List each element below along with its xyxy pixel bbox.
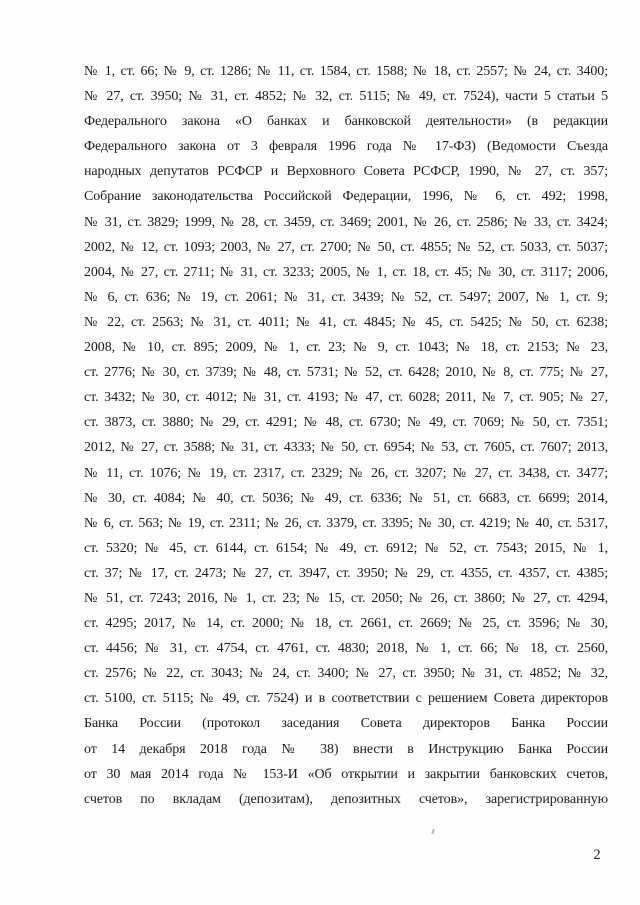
scan-artifact (431, 829, 435, 834)
text-line: 2008, № 10, ст. 895; 2009, № 1, ст. 23; № 9, ст. 1043; № 18, ст. 2153; № 23, (84, 340, 608, 356)
text-line: № 27, ст. 3950; № 31, ст. 4852; № 32, ст. 5115; № 49, ст. 7524), части 5 статьи 5 (84, 89, 608, 105)
text-line: № 30, ст. 4084; № 40, ст. 5036; № 49, ст. 6336; № 51, ст. 6683, ст. 6699; 2014, (84, 490, 608, 506)
page-number: 2 (593, 847, 601, 863)
text-line: ст. 5320; № 45, ст. 6144, ст. 6154; № 49, ст. 6912; № 52, ст. 7543; 2015, № 1, (84, 540, 608, 556)
text-line: № 31, ст. 3829; 1999, № 28, ст. 3459, ст. 3469; 2001, № 26, ст. 2586; № 33, ст. 3424; (84, 214, 608, 230)
text-line: ст. 4456; № 31, ст. 4754, ст. 4761, ст. 4830; 2018, № 1, ст. 66; № 18, ст. 2560, (84, 641, 608, 657)
text-line: 2002, № 12, ст. 1093; 2003, № 27, ст. 2700; № 50, ст. 4855; № 52, ст. 5033, ст. 5037; (84, 239, 608, 255)
text-line: народных депутатов РСФСР и Верховного Совета РСФСР, 1990, № 27, ст. 357; (84, 164, 608, 180)
text-line: от 14 декабря 2018 года № 38) внести в Инструкцию Банка России (84, 741, 608, 757)
text-line: Собрание законодательства Российской Федерации, 1996, № 6, ст. 492; 1998, (84, 189, 608, 205)
text-line: Федерального закона «О банках и банковской деятельности» (в редакции (84, 114, 608, 130)
text-line: № 6, ст. 563; № 19, ст. 2311; № 26, ст. 3379, ст. 3395; № 30, ст. 4219; № 40, ст. 5317, (84, 515, 608, 531)
paragraph-text (84, 59, 608, 812)
text-line: № 51, ст. 7243; 2016, № 1, ст. 23; № 15, ст. 2050; № 26, ст. 3860; № 27, ст. 4294, (84, 590, 608, 606)
text-line: счетов по вкладам (депозитам), депозитных счетов», зарегистрированную (84, 791, 608, 807)
text-line: № 1, ст. 66; № 9, ст. 1286; № 11, ст. 1584, ст. 1588; № 18, ст. 2557; № 24, ст. 3400; (84, 64, 608, 79)
text-line: 2004, № 27, ст. 2711; № 31, ст. 3233; 2005, № 1, ст. 18, ст. 45; № 30, ст. 3117; 2006, (84, 264, 608, 280)
text-line: Банка России (протокол заседания Совета директоров Банка России (84, 716, 608, 732)
text-line: 2012, № 27, ст. 3588; № 31, ст. 4333; № 50, ст. 6954; № 53, ст. 7605, ст. 7607; 2013, (84, 440, 608, 456)
text-line: ст. 5100, ст. 5115; № 49, ст. 7524) и в соответствии с решением Совета директоров (84, 691, 608, 707)
text-line: ст. 2776; № 30, ст. 3739; № 48, ст. 5731; № 52, ст. 6428; 2010, № 8, ст. 775; № 27, (84, 365, 608, 381)
text-line: ст. 3432; № 30, ст. 4012; № 31, ст. 4193; № 47, ст. 6028; 2011, № 7, ст. 905; № 27, (84, 390, 608, 406)
text-line: ст. 4295; 2017, № 14, ст. 2000; № 18, ст. 2661, ст. 2669; № 25, ст. 3596; № 30, (84, 616, 608, 632)
text-line: ст. 3873, ст. 3880; № 29, ст. 4291; № 48, ст. 6730; № 49, ст. 7069; № 50, ст. 7351; (84, 415, 608, 431)
text-line: № 11, ст. 1076; № 19, ст. 2317, ст. 2329; № 26, ст. 3207; № 27, ст. 3438, ст. 3477; (84, 465, 608, 481)
text-line: ст. 2576; № 22, ст. 3043; № 24, ст. 3400; № 27, ст. 3950; № 31, ст. 4852; № 32, (84, 666, 608, 682)
text-line: ст. 37; № 17, ст. 2473; № 27, ст. 3947, ст. 3950; № 29, ст. 4355, ст. 4357, ст. 4385; (84, 565, 608, 581)
text-line: от 30 мая 2014 года № 153-И «Об открытии и закрытии банковских счетов, (84, 766, 608, 782)
text-line: № 6, ст. 636; № 19, ст. 2061; № 31, ст. 3439; № 52, ст. 5497; 2007, № 1, ст. 9; (84, 289, 608, 305)
text-line: Федерального закона от 3 февраля 1996 года № 17-ФЗ) (Ведомости Съезда (84, 139, 608, 155)
text-line: № 22, ст. 2563; № 31, ст. 4011; № 41, ст. 4845; № 45, ст. 5425; № 50, ст. 6238; (84, 314, 608, 330)
